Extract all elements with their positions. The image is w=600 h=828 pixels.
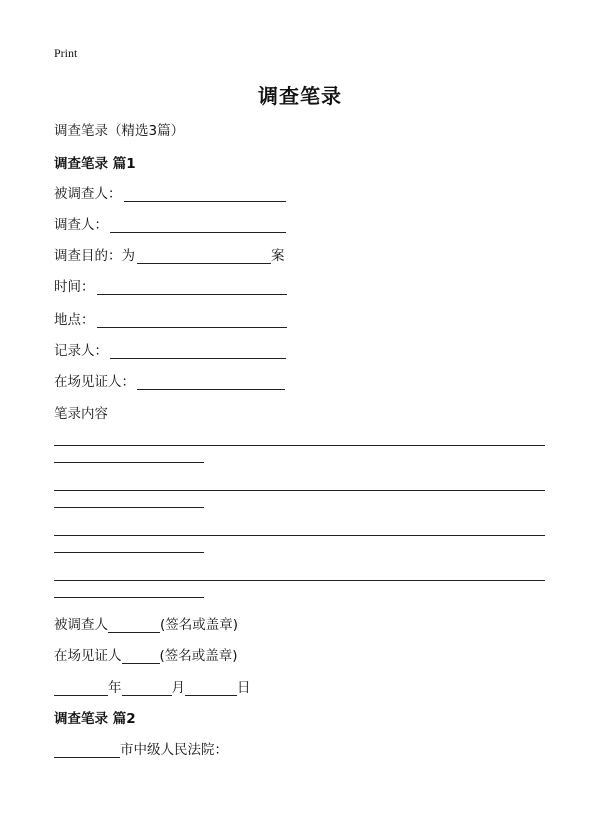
- location-blank[interactable]: [97, 313, 287, 328]
- field-label: 在场见证人：: [54, 374, 135, 390]
- content-line[interactable]: [54, 445, 545, 446]
- field-label: 被调查人：: [54, 186, 122, 202]
- day-label: 日: [237, 680, 251, 696]
- content-line[interactable]: [54, 535, 545, 536]
- signature-label: 在场见证人: [54, 648, 122, 664]
- field-purpose: [54, 244, 285, 264]
- court-label: 市中级人民法院：: [120, 742, 228, 758]
- court-line: [54, 738, 228, 758]
- field-location: [54, 308, 287, 328]
- content-line[interactable]: [54, 552, 204, 553]
- content-line[interactable]: [54, 490, 545, 491]
- month-label: 月: [171, 680, 185, 696]
- field-witness: [54, 370, 285, 390]
- field-suffix: 案: [271, 248, 285, 264]
- signature-note: (签名或盖章): [159, 648, 238, 664]
- month-blank[interactable]: [122, 681, 172, 696]
- witness-signature-blank[interactable]: [122, 649, 160, 664]
- respondent-signature-blank[interactable]: [108, 618, 160, 633]
- time-blank[interactable]: [97, 280, 287, 295]
- document-subtitle: 调查笔录（精选3篇）: [54, 123, 185, 139]
- field-label: 调查目的：为: [54, 248, 135, 264]
- respondent-blank[interactable]: [124, 187, 286, 202]
- content-line[interactable]: [54, 462, 204, 463]
- field-time: [54, 275, 287, 295]
- content-label: 笔录内容: [54, 406, 108, 422]
- field-recorder: [54, 339, 286, 359]
- section1-heading: 调查笔录 篇1: [54, 156, 136, 172]
- witness-blank[interactable]: [137, 375, 285, 390]
- recorder-blank[interactable]: [110, 344, 286, 359]
- field-label: 记录人：: [54, 343, 108, 359]
- signature-respondent: [54, 613, 238, 633]
- date-line: [54, 676, 251, 696]
- city-blank[interactable]: [54, 743, 120, 758]
- field-investigator: [54, 213, 286, 233]
- content-line[interactable]: [54, 580, 545, 581]
- section2-heading: 调查笔录 篇2: [54, 711, 136, 727]
- year-label: 年: [108, 680, 122, 696]
- content-line[interactable]: [54, 507, 204, 508]
- year-blank[interactable]: [54, 681, 108, 696]
- field-label: 时间：: [54, 279, 95, 295]
- field-label: 地点：: [54, 312, 95, 328]
- signature-witness: [54, 644, 238, 664]
- print-link[interactable]: Print: [54, 46, 78, 60]
- day-blank[interactable]: [185, 681, 237, 696]
- signature-note: (签名或盖章): [160, 617, 239, 633]
- content-line[interactable]: [54, 597, 204, 598]
- signature-label: 被调查人: [54, 617, 108, 633]
- purpose-blank[interactable]: [137, 249, 271, 264]
- investigator-blank[interactable]: [110, 218, 286, 233]
- field-label: 调查人：: [54, 217, 108, 233]
- field-respondent: [54, 182, 286, 202]
- document-title: 调查笔录: [258, 84, 342, 108]
